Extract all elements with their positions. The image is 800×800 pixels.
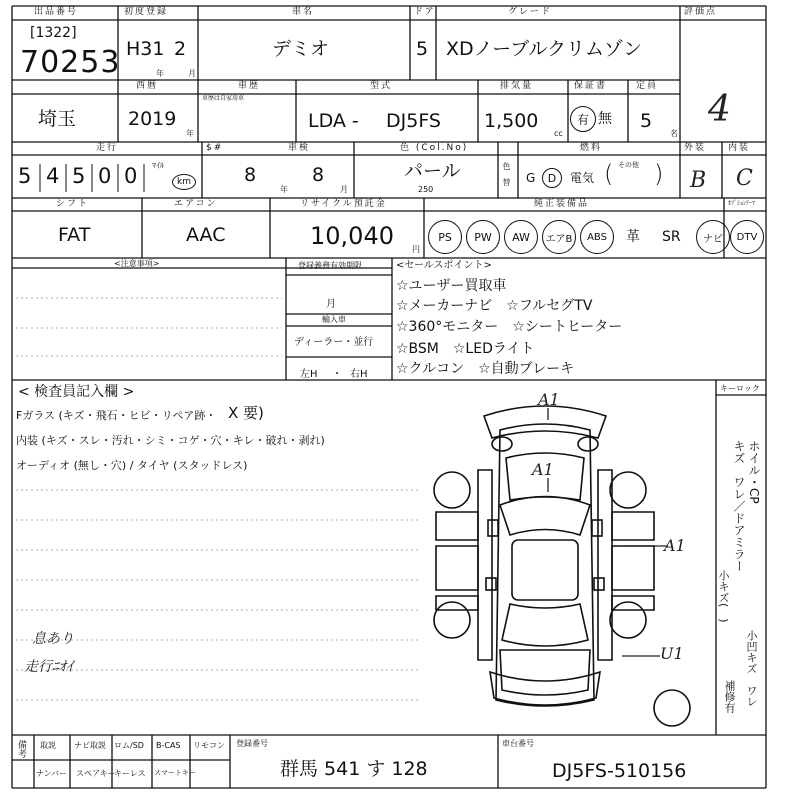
- region-value: 埼玉: [38, 108, 77, 130]
- header-reg-expiry: 登録義務有効期限: [298, 261, 362, 270]
- mileage-digit: 0: [98, 164, 112, 188]
- header-car-name: 車名: [292, 7, 315, 17]
- model-code: DJ5FS: [386, 110, 441, 132]
- equipment-leather: 革: [626, 229, 640, 245]
- mileage-digit: 4: [46, 164, 60, 188]
- sales-point: ☆ユーザー買取車: [396, 278, 507, 294]
- fuel-electric: 電気: [570, 171, 595, 185]
- import-dot: ・: [332, 369, 342, 380]
- legend-wheel: ホイル・CP: [747, 440, 761, 504]
- header-mileage: 走行: [96, 143, 119, 153]
- header-warranty: 保証書: [574, 81, 608, 91]
- doors-value: 5: [416, 38, 429, 60]
- header-model-year: 西暦: [136, 81, 159, 91]
- header-notes: <注意事項>: [114, 259, 160, 268]
- fuel-diesel-circled: D: [542, 168, 562, 188]
- header-inspection: 車検: [288, 143, 311, 153]
- header-option: ｵﾌﾟｼｮﾝﾃｰﾏ: [728, 200, 756, 207]
- shaken-label: $#: [206, 143, 224, 153]
- equipment-pw: PW: [466, 220, 500, 254]
- sales-point: ☆クルコン ☆自動ブレーキ: [396, 361, 575, 377]
- inspector-glass-mark: X 要): [228, 404, 264, 422]
- header-sales-points: <セールスポイント>: [396, 260, 492, 271]
- handwritten-note: 息あり: [32, 631, 74, 647]
- yen-unit: 円: [412, 245, 420, 254]
- inspection-month-unit: 月: [340, 185, 348, 194]
- import-right-hand: 右H: [350, 369, 368, 380]
- header-grade: グレード: [508, 7, 553, 17]
- person-unit: 名: [670, 129, 678, 138]
- accessory-number: ナンバー: [36, 769, 68, 778]
- header-capacity: 定員: [636, 81, 659, 91]
- legend-repaired: 補修有: [723, 680, 736, 713]
- month-unit: 月: [188, 69, 196, 78]
- mileage-digit: 0: [124, 164, 138, 188]
- accessory-smart-key: スマートキー: [154, 769, 196, 777]
- cc-unit: cc: [554, 129, 563, 138]
- import-dealer: ディーラー・並行: [294, 337, 374, 348]
- fuel-other-bracket: (: [604, 160, 614, 188]
- warranty-yes-circled: 有: [570, 106, 596, 132]
- model-year-value: 2019: [128, 108, 177, 130]
- header-displacement: 排気量: [500, 81, 534, 91]
- sales-point: ☆BSM ☆LEDライト: [396, 341, 535, 357]
- mileage-digit: 5: [72, 164, 86, 188]
- km-unit-circled: km: [172, 174, 196, 190]
- lot-number: 70253: [20, 45, 121, 80]
- header-doors: ドア: [414, 7, 436, 17]
- car-name: デミオ: [272, 38, 330, 60]
- chassis-number-label: 車台番号: [502, 739, 534, 748]
- sales-point: ☆360°モニター ☆シートヒーター: [396, 319, 623, 335]
- damage-mark-front: U1: [660, 644, 684, 663]
- sales-point: ☆メーカーナビ ☆フルセグTV: [396, 298, 593, 314]
- exterior-grade: B: [690, 168, 707, 193]
- handwritten-note: 走行ﾆｵｲ: [24, 659, 73, 675]
- header-equipment: 純正装備品: [534, 199, 590, 209]
- accessory-spare-key: スペアキー: [76, 769, 116, 778]
- damage-mark-side: A1: [664, 536, 686, 555]
- accessory-remote: リモコン: [193, 741, 225, 750]
- header-score: 評価点: [684, 7, 718, 17]
- header-color: 色 (Col.No): [400, 143, 469, 153]
- inspection-year: 8: [244, 164, 257, 186]
- accessory-manual: 取説: [40, 741, 56, 750]
- accessory-rom-sd: ロム/SD: [114, 741, 144, 750]
- grade-value: XDノーブルクリムゾン: [446, 38, 642, 60]
- header-inspector: < 検査員記入欄 >: [18, 384, 135, 400]
- header-import: 輸入車: [322, 315, 346, 324]
- damage-mark-tailgate: A1: [532, 460, 554, 479]
- header-first-reg: 初度登録: [124, 7, 169, 17]
- lot-prefix: [1322]: [30, 25, 77, 41]
- recycle-fee: 10,040: [310, 222, 394, 250]
- color-number: 250: [418, 185, 434, 194]
- legend-small-scratch: 小キズ( ): [717, 570, 730, 623]
- color-value: パール: [404, 160, 461, 182]
- warranty-no: 無: [598, 111, 612, 127]
- accessory-bcas: B-CAS: [156, 741, 181, 750]
- damage-mark-rear: A1: [538, 390, 560, 409]
- inspection-year-unit: 年: [280, 185, 288, 194]
- reg-expiry-month: 月: [326, 299, 336, 310]
- score-value: 4: [708, 89, 731, 130]
- header-model: 型式: [370, 81, 393, 91]
- bottom-side-label: 備考: [16, 740, 26, 758]
- legend-dent: 小凹キズ ワレ: [745, 630, 758, 707]
- header-aircon: エアコン: [174, 199, 218, 209]
- header-interior: 内装: [728, 143, 751, 153]
- equipment-aw: AW: [504, 220, 538, 254]
- header-lot-no: 出品番号: [34, 7, 79, 17]
- shift-value: FAT: [58, 224, 91, 246]
- equipment-airbag: エアB: [542, 220, 576, 254]
- reg-number-label: 登録番号: [236, 739, 268, 748]
- header-recycle: リサイクル預託金: [300, 199, 387, 209]
- chassis-number: DJ5FS-510156: [552, 760, 687, 782]
- fuel-gasoline: G: [526, 171, 536, 185]
- color-change-label: 色替: [502, 162, 511, 194]
- import-left-hand: 左H: [300, 369, 318, 380]
- header-exterior: 外装: [684, 143, 707, 153]
- first-reg-month: 2: [174, 38, 187, 60]
- header-keylock: キーロック: [720, 384, 760, 393]
- equipment-ps: PS: [428, 220, 462, 254]
- model-year-unit: 年: [186, 129, 194, 138]
- equipment-dtv: DTV: [730, 220, 764, 254]
- accessory-navi-manual: ナビ取説: [74, 741, 106, 750]
- header-fuel: 燃料: [580, 143, 603, 153]
- inspector-line-interior: 内装 (キズ・スレ・汚れ・シミ・コゲ・穴・キレ・破れ・剥れ): [16, 434, 325, 447]
- header-shift: シフト: [56, 199, 90, 209]
- fuel-other-bracket-close: ): [654, 160, 664, 188]
- fuel-other: その他: [618, 161, 639, 169]
- displacement-value: 1,500: [484, 110, 539, 132]
- equipment-sunroof: SR: [662, 229, 681, 245]
- equipment-abs: ABS: [580, 220, 614, 254]
- legend-scratch-mirror: キズ ワレ／ドアミラー: [732, 440, 746, 572]
- mile-unit: ﾏｲﾙ: [152, 161, 164, 170]
- inspection-month: 8: [312, 164, 325, 186]
- year-unit: 年: [156, 69, 164, 78]
- accessory-keyless: キーレス: [114, 769, 146, 778]
- equipment-navi: ナビ: [696, 220, 730, 254]
- mileage-digit: 5: [18, 164, 32, 188]
- aircon-value: AAC: [186, 224, 226, 246]
- capacity-value: 5: [640, 110, 653, 132]
- model-prefix: LDA -: [308, 110, 359, 132]
- first-reg-era: H31: [126, 38, 165, 60]
- history-note: 車歴は自家用車: [202, 95, 245, 102]
- reg-number: 群馬 541 す 128: [280, 758, 428, 780]
- header-history: 車歴: [238, 81, 261, 91]
- interior-grade: C: [736, 166, 753, 191]
- inspector-line-glass: Fガラス (キズ・飛石・ヒビ・リペア跡・: [16, 409, 217, 422]
- inspector-line-audio: オーディオ (無し・穴) / タイヤ (スタッドレス): [16, 459, 248, 472]
